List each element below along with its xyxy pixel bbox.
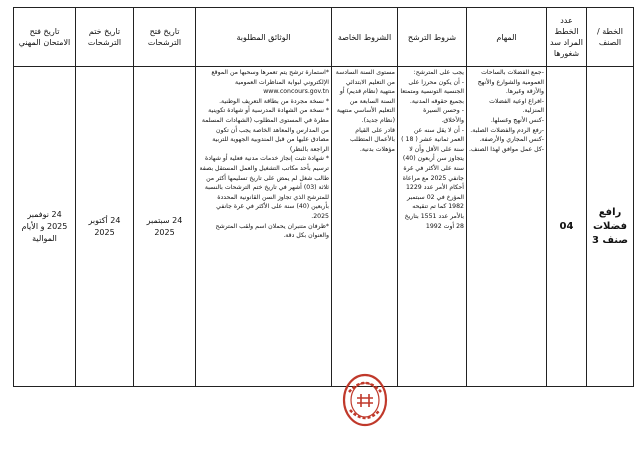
cell-tasks xyxy=(467,67,547,387)
header-conditions: شروط الترشح xyxy=(398,8,467,67)
header-special: الشروط الخاصة xyxy=(332,8,398,67)
header-open-date: تاريخ فتح الترشحات xyxy=(134,8,196,67)
task-item: -رفع الردم والفضلات الصلبة. xyxy=(470,126,544,134)
document-item: * شهادة تثبت إنجاز خدمات مدنية فعلية أو شهادة ترسيم بأحد مكاتب التشغيل والعمل المستقل بصفة طالب شغل لم يمض على تاريخ تسليمها أكثر من ثلاثة (03) أشهر في تاريخ ختم الترشحات بالنسبة للمترشح الذي تجاوز السن القانونية المحددة بأربعين (40) سنة على الأكثر في غرة جانفي 2025. xyxy=(199,155,329,220)
condition-item: - وحسن السيرة والأخلاق. xyxy=(423,107,464,124)
document-item: *ظرفان متنبران يحملان اسم ولقب المترشح والعنوان بكل دقة. xyxy=(215,222,329,240)
table-header-row xyxy=(14,8,634,67)
header-exam-date: تاريخ فتح الامتحان المهني xyxy=(14,8,76,67)
recruitment-table xyxy=(13,7,634,387)
cell-open-date: 24 سبتمبر 2025 xyxy=(134,67,196,387)
cell-documents xyxy=(196,67,332,387)
municipal-seal-icon xyxy=(340,372,390,428)
header-rank: الخطة / الصنف xyxy=(587,8,634,67)
cell-close-date: 24 أكتوبر 2025 xyxy=(76,67,134,387)
table-row xyxy=(14,67,634,387)
task-item: -كنس الأنهج وغسلها. xyxy=(490,116,544,124)
condition-item: - أن لا يقل سنه عن العمر ثمانية عشر ( 18 ) سنة على الأقل وأن لا يتجاوز سن أربعون (40) سنة على الأكثر في غرة جانفي 2025 مع مراعاة أحكام الأمر عدد 1229 المؤرخ في 02 سبتمبر 1982 كما تم تنقيحه بالأمر عدد 1551 بتاريخ 28 أوت 1992 xyxy=(401,126,464,230)
cell-special xyxy=(332,67,398,387)
special-item: قادر على القيام بالأعمال المتطلب مؤهلات بدنية. xyxy=(349,126,395,153)
document-item: * نسخة مجردة من بطاقة التعريف الوطنية. xyxy=(219,97,329,105)
header-documents: الوثائق المطلوبة xyxy=(196,8,332,67)
task-item: -كنس المجاري والأرصفة. xyxy=(479,136,544,144)
header-tasks: المهام xyxy=(467,8,547,67)
condition-item: - أن يكون محرزا على الجنسية التونسية ومتمتعا بجميع حقوقه المدنية. xyxy=(400,78,464,105)
cell-rank: رافع فضلات صنف 3 xyxy=(587,67,634,387)
cell-exam-date: 24 نوفمبر 2025 و الأيام الموالية xyxy=(14,67,76,387)
header-positions: عدد الخطط المراد سد شغورها xyxy=(547,8,587,67)
special-item: مستوى السنة السادسة من التعليم الابتدائي منتهية (نظام قديم) أو السنة السابعة من التعليم الأساسي منتهية (نظام جديد). xyxy=(335,69,395,124)
task-item: -كل عمل موافق لهذا الصنف. xyxy=(469,145,544,153)
header-close-date: تاريخ ختم الترشحات xyxy=(76,8,134,67)
cell-positions: 04 xyxy=(547,67,587,387)
task-item: -افراغ اوعية الفضلات المنزلية. xyxy=(489,97,544,115)
document-item: *استمارة ترشح يتم تعمرها وسحبها من الموقع الإلكتروني لبوابة المناظرات العمومية www.concours.gov.tn xyxy=(211,69,329,96)
condition-item: يجب على المترشح: xyxy=(413,69,464,76)
cell-conditions xyxy=(398,67,467,387)
task-item: -جمع الفضلات بالساحات العمومية والشوارع والأنهج والأزقة وغيرها. xyxy=(477,69,544,96)
document-item: * نسخة من الشهادة المدرسية أو شهادة تكوينية مطرة في المستوى المطلوب (الشهادات المسلمة من المدارس والمعاهد الخاصة يجب أن تكون مصادق عليها من قبل المندوبية الجهوية للتربية الراجعة بالنظر) xyxy=(201,107,329,153)
